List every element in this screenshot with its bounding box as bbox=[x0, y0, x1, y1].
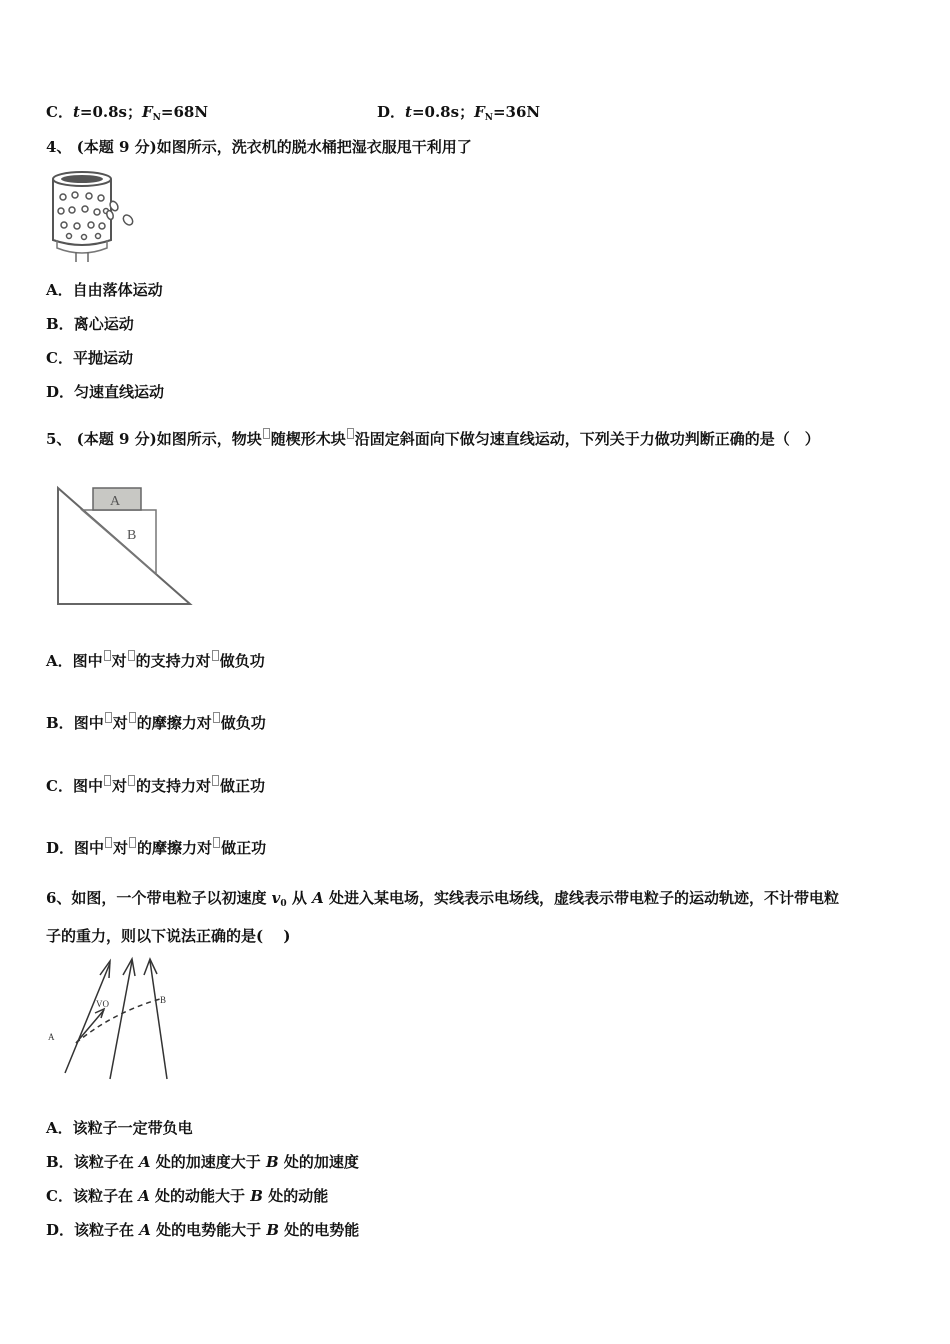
q4-option-c: C．平抛运动 bbox=[46, 349, 133, 367]
q6-option-c: C．该粒子在 A 处的动能大于 B 处的动能 bbox=[46, 1187, 329, 1205]
q4-option-b: B．离心运动 bbox=[46, 315, 134, 333]
point-a-label: A bbox=[48, 1032, 55, 1042]
q3-option-d: D．t=0.8s；$F_N=36N$ bbox=[377, 103, 541, 123]
missing-glyph-box bbox=[128, 650, 135, 661]
q5-option-b: B．图中 对 的摩擦力对 做负功 bbox=[46, 714, 266, 732]
missing-glyph-box bbox=[213, 712, 220, 723]
point-b-label: B bbox=[160, 995, 167, 1005]
q4-option-d: D．匀速直线运动 bbox=[46, 383, 165, 401]
q5-option-c: C．图中 对 的支持力对 做正功 bbox=[46, 777, 266, 795]
q4-spin-dryer-figure bbox=[44, 168, 139, 263]
missing-glyph-box bbox=[129, 712, 136, 723]
q5-stem: 5、 (本题 9 分)如图所示，物块 随楔形木块 沿固定斜面向下做匀速直线运动，下列关于力做功判断正确的是（ ） bbox=[46, 430, 820, 448]
missing-glyph-box bbox=[105, 712, 112, 723]
q5-option-d: D．图中 对 的摩擦力对 做正功 bbox=[46, 839, 267, 857]
missing-glyph-box bbox=[213, 837, 220, 848]
q6-stem-line2: 子的重力，则以下说法正确的是( ) bbox=[46, 927, 291, 945]
missing-glyph-box bbox=[263, 428, 270, 439]
q6-option-a: A．该粒子一定带负电 bbox=[46, 1119, 193, 1137]
q5-option-a: A．图中 对 的支持力对 做负功 bbox=[46, 652, 265, 670]
missing-glyph-box bbox=[212, 775, 219, 786]
missing-glyph-box bbox=[105, 837, 112, 848]
block-b-label: B bbox=[127, 528, 137, 543]
q6-option-d: D．该粒子在 A 处的电势能大于 B 处的电势能 bbox=[46, 1221, 360, 1239]
q6-field-lines-figure bbox=[40, 955, 190, 1085]
q4-option-a: A．自由落体运动 bbox=[46, 281, 163, 299]
q4-stem: 4、 (本题 9 分)如图所示，洗衣机的脱水桶把湿衣服甩干利用了 bbox=[46, 138, 472, 156]
missing-glyph-box bbox=[129, 837, 136, 848]
v0-label: VO bbox=[96, 999, 109, 1009]
q3-option-c: C．t=0.8s；$F_N=68N$ bbox=[46, 103, 209, 123]
missing-glyph-box bbox=[104, 650, 111, 661]
missing-glyph-box bbox=[347, 428, 354, 439]
q6-option-b: B．该粒子在 A 处的加速度大于 B 处的加速度 bbox=[46, 1153, 359, 1171]
missing-glyph-box bbox=[212, 650, 219, 661]
q5-wedge-figure bbox=[50, 482, 200, 612]
missing-glyph-box bbox=[104, 775, 111, 786]
q6-stem-line1: 6、如图，一个带电粒子以初速度 $v_0$ 从 A 处进入某电场，实线表示电场线，虚线表示带电粒子的运动轨迹，不计带电粒 bbox=[46, 889, 839, 909]
missing-glyph-box bbox=[128, 775, 135, 786]
block-a-label: A bbox=[110, 494, 121, 509]
